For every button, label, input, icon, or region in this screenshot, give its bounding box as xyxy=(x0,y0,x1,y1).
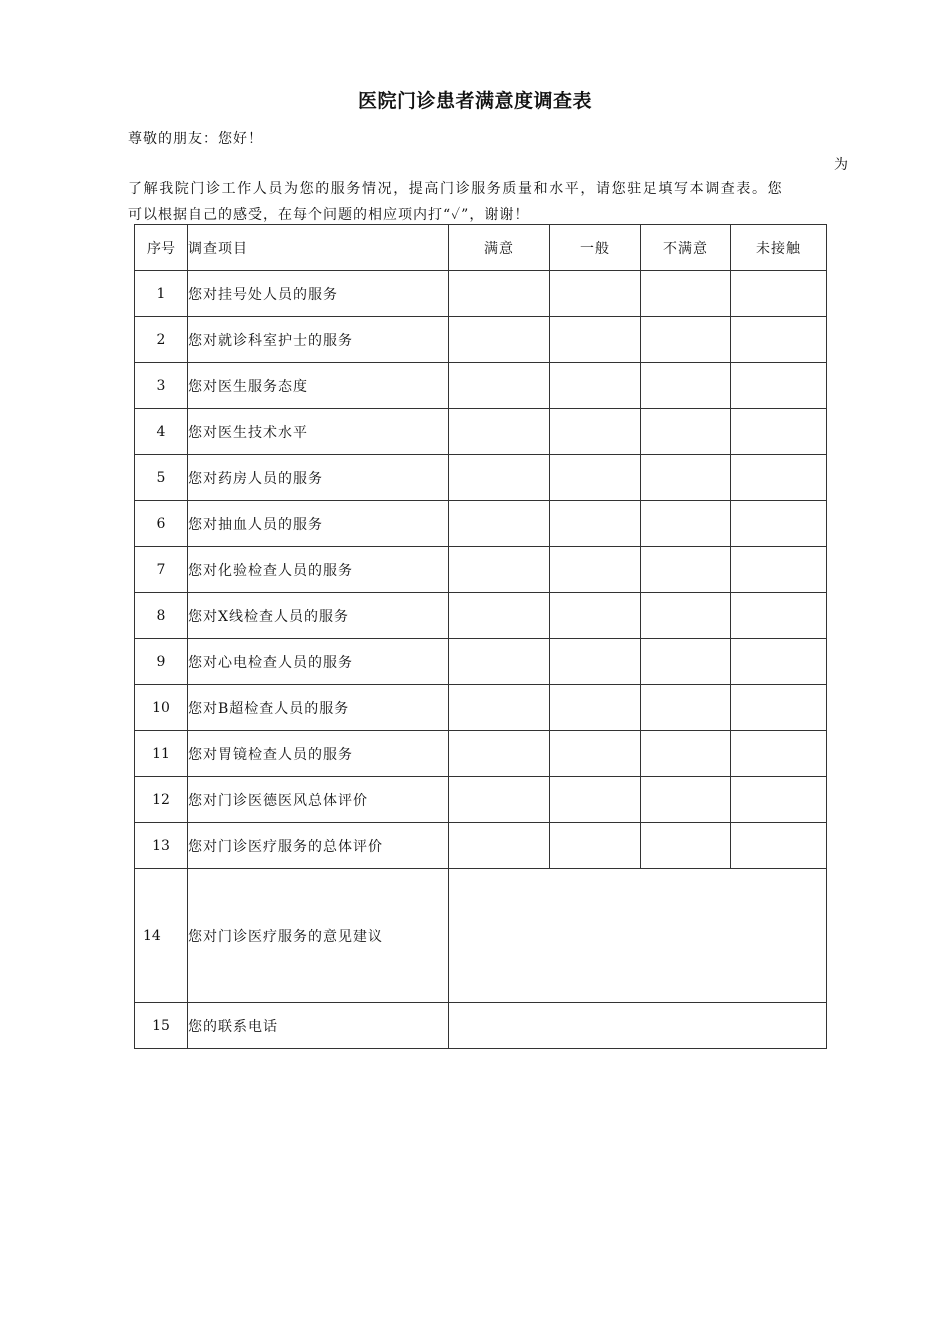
header-dissatisfied: 不满意 xyxy=(641,225,731,271)
table-row-phone xyxy=(135,1003,827,1049)
answer-neutral-cell[interactable] xyxy=(550,455,641,501)
table-row xyxy=(135,317,827,363)
row-no: 13 xyxy=(135,823,188,869)
row-no: 10 xyxy=(135,685,188,731)
intro-text-line-2: 可以根据自己的感受，在每个问题的相应项内打“✓”，谢谢！ xyxy=(128,207,530,223)
table-row xyxy=(135,501,827,547)
header-not-contacted: 未接触 xyxy=(731,225,827,271)
answer-not-contacted-cell[interactable] xyxy=(731,777,827,823)
row-item: 您对胃镜检查人员的服务 xyxy=(188,731,449,777)
answer-dissatisfied-cell[interactable] xyxy=(641,547,731,593)
row-no: 2 xyxy=(135,317,188,363)
answer-neutral-cell[interactable] xyxy=(550,409,641,455)
row-no: 15 xyxy=(135,1003,188,1049)
answer-not-contacted-cell[interactable] xyxy=(731,271,827,317)
answer-neutral-cell[interactable] xyxy=(550,363,641,409)
table-row xyxy=(135,409,827,455)
answer-neutral-cell[interactable] xyxy=(550,317,641,363)
answer-satisfied-cell[interactable] xyxy=(449,547,550,593)
row-item: 您对门诊医疗服务的总体评价 xyxy=(188,823,449,869)
answer-dissatisfied-cell[interactable] xyxy=(641,685,731,731)
answer-satisfied-cell[interactable] xyxy=(449,317,550,363)
answer-satisfied-cell[interactable] xyxy=(449,685,550,731)
answer-not-contacted-cell[interactable] xyxy=(731,317,827,363)
row-item: 您对挂号处人员的服务 xyxy=(188,271,449,317)
table-row xyxy=(135,685,827,731)
answer-not-contacted-cell[interactable] xyxy=(731,823,827,869)
table-row xyxy=(135,777,827,823)
row-no: 8 xyxy=(135,593,188,639)
answer-not-contacted-cell[interactable] xyxy=(731,639,827,685)
answer-not-contacted-cell[interactable] xyxy=(731,593,827,639)
answer-satisfied-cell[interactable] xyxy=(449,639,550,685)
row-item: 您对B超检查人员的服务 xyxy=(188,685,449,731)
answer-dissatisfied-cell[interactable] xyxy=(641,731,731,777)
answer-neutral-cell[interactable] xyxy=(550,685,641,731)
table-row xyxy=(135,639,827,685)
answer-not-contacted-cell[interactable] xyxy=(731,547,827,593)
row-no: 6 xyxy=(135,501,188,547)
answer-not-contacted-cell[interactable] xyxy=(731,363,827,409)
answer-neutral-cell[interactable] xyxy=(550,823,641,869)
row-item: 您的联系电话 xyxy=(188,1003,449,1049)
table-row xyxy=(135,455,827,501)
answer-dissatisfied-cell[interactable] xyxy=(641,593,731,639)
answer-dissatisfied-cell[interactable] xyxy=(641,363,731,409)
table-row xyxy=(135,731,827,777)
row-no: 1 xyxy=(135,271,188,317)
header-satisfied: 满意 xyxy=(449,225,550,271)
answer-dissatisfied-cell[interactable] xyxy=(641,455,731,501)
row-item: 您对就诊科室护士的服务 xyxy=(188,317,449,363)
answer-dissatisfied-cell[interactable] xyxy=(641,409,731,455)
answer-satisfied-cell[interactable] xyxy=(449,455,550,501)
row-item: 您对心电检查人员的服务 xyxy=(188,639,449,685)
header-no: 序号 xyxy=(135,225,188,271)
row-item: 您对药房人员的服务 xyxy=(188,455,449,501)
table-row xyxy=(135,547,827,593)
answer-dissatisfied-cell[interactable] xyxy=(641,639,731,685)
row-item: 您对X线检查人员的服务 xyxy=(188,593,449,639)
answer-satisfied-cell[interactable] xyxy=(449,823,550,869)
row-no: 5 xyxy=(135,455,188,501)
answer-satisfied-cell[interactable] xyxy=(449,271,550,317)
intro-lead-text: 为 xyxy=(834,157,848,173)
answer-neutral-cell[interactable] xyxy=(550,639,641,685)
answer-satisfied-cell[interactable] xyxy=(449,731,550,777)
answer-not-contacted-cell[interactable] xyxy=(731,455,827,501)
row-item: 您对医生技术水平 xyxy=(188,409,449,455)
row-item: 您对抽血人员的服务 xyxy=(188,501,449,547)
header-neutral: 一般 xyxy=(550,225,641,271)
greeting-text: 尊敬的朋友：您好！ xyxy=(128,131,263,147)
row-item: 您对门诊医疗服务的意见建议 xyxy=(188,869,449,1003)
answer-dissatisfied-cell[interactable] xyxy=(641,777,731,823)
row-no: 7 xyxy=(135,547,188,593)
answer-satisfied-cell[interactable] xyxy=(449,363,550,409)
answer-satisfied-cell[interactable] xyxy=(449,777,550,823)
survey-table xyxy=(134,224,827,1049)
table-row xyxy=(135,823,827,869)
answer-neutral-cell[interactable] xyxy=(550,547,641,593)
row-item: 您对化验检查人员的服务 xyxy=(188,547,449,593)
answer-satisfied-cell[interactable] xyxy=(449,409,550,455)
intro-text-line-1: 了解我院门诊工作人员为您的服务情况，提高门诊服务质量和水平，请您驻足填写本调查表。您 xyxy=(128,181,784,197)
answer-not-contacted-cell[interactable] xyxy=(731,409,827,455)
answer-satisfied-cell[interactable] xyxy=(449,501,550,547)
page-title: 医院门诊患者满意度调查表 xyxy=(357,90,592,112)
row-item: 您对门诊医德医风总体评价 xyxy=(188,777,449,823)
suggestions-answer-cell[interactable] xyxy=(449,869,827,1003)
row-item: 您对医生服务态度 xyxy=(188,363,449,409)
answer-not-contacted-cell[interactable] xyxy=(731,685,827,731)
answer-not-contacted-cell[interactable] xyxy=(731,501,827,547)
row-no: 12 xyxy=(135,777,188,823)
table-row xyxy=(135,593,827,639)
row-no: 9 xyxy=(135,639,188,685)
row-no: 14 xyxy=(135,869,188,1003)
row-no: 4 xyxy=(135,409,188,455)
table-row xyxy=(135,271,827,317)
answer-not-contacted-cell[interactable] xyxy=(731,731,827,777)
answer-dissatisfied-cell[interactable] xyxy=(641,823,731,869)
answer-satisfied-cell[interactable] xyxy=(449,593,550,639)
table-row-suggestions xyxy=(135,869,827,1003)
phone-answer-cell[interactable] xyxy=(449,1003,827,1049)
answer-dissatisfied-cell[interactable] xyxy=(641,317,731,363)
answer-neutral-cell[interactable] xyxy=(550,593,641,639)
answer-dissatisfied-cell[interactable] xyxy=(641,501,731,547)
row-no: 11 xyxy=(135,731,188,777)
answer-neutral-cell[interactable] xyxy=(550,731,641,777)
table-row xyxy=(135,363,827,409)
row-no: 3 xyxy=(135,363,188,409)
header-item: 调查项目 xyxy=(188,225,449,271)
table-header-row xyxy=(135,225,827,271)
answer-neutral-cell[interactable] xyxy=(550,271,641,317)
answer-neutral-cell[interactable] xyxy=(550,501,641,547)
answer-neutral-cell[interactable] xyxy=(550,777,641,823)
answer-dissatisfied-cell[interactable] xyxy=(641,271,731,317)
